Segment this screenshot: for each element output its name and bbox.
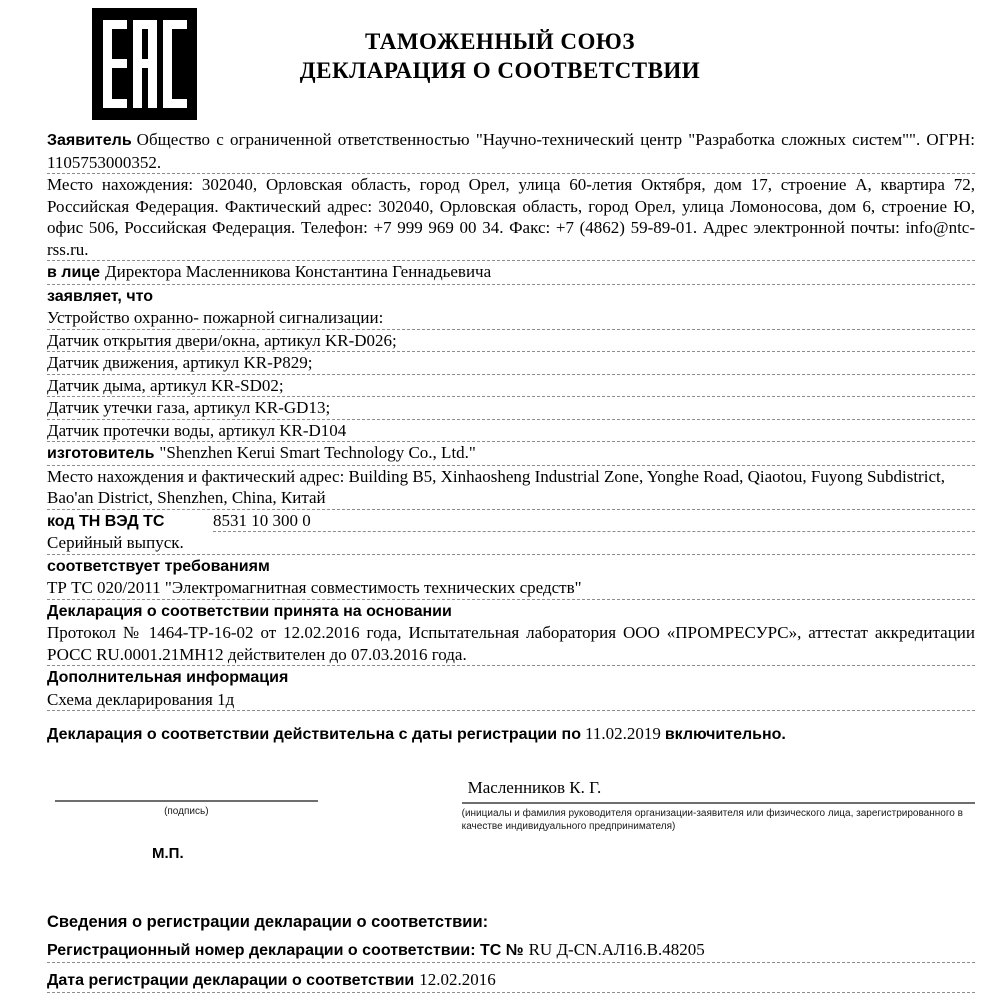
product-item-row: Датчик утечки газа, артикул KR-GD13; bbox=[47, 397, 975, 420]
product-item-row: Датчик протечки воды, артикул KR-D104 bbox=[47, 420, 975, 443]
signature-area bbox=[47, 769, 975, 862]
registration-number-row bbox=[47, 939, 975, 963]
additional-info-label-row bbox=[47, 666, 975, 689]
serial-type-row: Серийный выпуск. bbox=[47, 532, 975, 555]
product-item-row: Датчик движения, артикул KR-P829; bbox=[47, 352, 975, 375]
product-heading-row: Устройство охранно- пожарной сигнализации: bbox=[47, 307, 975, 330]
conformity-label-row bbox=[47, 555, 975, 578]
validity-row bbox=[47, 723, 975, 746]
manufacturer-row bbox=[47, 442, 975, 466]
in-person-value: Директора Масленникова Константина Геннадьевича bbox=[105, 262, 492, 281]
validity-date: 11.02.2019 bbox=[584, 724, 661, 743]
name-caption: (инициалы и фамилия руководителя организации-заявителя или физического лица, зарегистрированного в качестве индивидуального предпринимателя) bbox=[461, 808, 963, 832]
tnved-code-label: код ТН ВЭД ТС bbox=[47, 512, 165, 530]
registration-number-value: RU Д-CN.АЛ16.В.48205 bbox=[528, 940, 705, 959]
basis-label-row bbox=[47, 600, 975, 623]
applicant-address-row: Место нахождения: 302040, Орловская область, город Орел, улица 60-летия Октября, дом 17, строение А, квартира 72, Российская Федерация. Фактический адрес: 302040, Орловская область, город Орел, улица Ломоносова, дом 6, строение Ю, офис 506, Российская Федерация. Телефон: +7 999 969 00 34. Факс: +7 (4862) 59-89-01. Адрес электронной почты: info@ntc-rss.ru. bbox=[47, 174, 975, 261]
additional-info-value-row: Схема декларирования 1д bbox=[47, 689, 975, 712]
conformity-value-row: ТР ТС 020/2011 "Электромагнитная совместимость технических средств" bbox=[47, 577, 975, 600]
declares-label: заявляет, что bbox=[47, 287, 153, 305]
registration-date-label: Дата регистрации декларации о соответствии bbox=[47, 972, 415, 989]
basis-label: Декларация о соответствии принята на основании bbox=[47, 602, 452, 620]
stamp-placeholder: М.П. bbox=[152, 845, 184, 862]
product-item-row: Датчик открытия двери/окна, артикул KR-D026; bbox=[47, 330, 975, 353]
title-line-customs-union: ТАМОЖЕННЫЙ СОЮЗ bbox=[365, 29, 635, 54]
product-item-row: Датчик дыма, артикул KR-SD02; bbox=[47, 375, 975, 398]
declares-row bbox=[47, 285, 975, 308]
declaration-body bbox=[47, 129, 975, 993]
applicant-row bbox=[47, 129, 975, 174]
document-title bbox=[0, 27, 1000, 85]
tnved-code-value: 8531 10 300 0 bbox=[213, 510, 975, 533]
conformity-label: соответствует требованиям bbox=[47, 557, 270, 575]
title-line-declaration: ДЕКЛАРАЦИЯ О СООТВЕТСТВИИ bbox=[299, 58, 701, 83]
registration-number-label: Регистрационный номер декларации о соответствии: ТС № bbox=[47, 942, 524, 959]
signature-left-column bbox=[55, 769, 318, 862]
applicant-value: Общество с ограниченной ответственностью "Научно-технический центр "Разработка сложных систем"". ОГРН: 1105753000352. bbox=[47, 130, 975, 172]
validity-label-after: включительно. bbox=[664, 726, 786, 743]
registration-heading: Сведения о регистрации декларации о соответствии: bbox=[47, 913, 489, 931]
basis-value-row: Протокол № 1464-ТР-16-02 от 12.02.2016 года, Испытательная лаборатория ООО «ПРОМРЕСУРС», аттестат аккредитации РОСС RU.0001.21МН12 действителен до 07.03.2016 года. bbox=[47, 622, 975, 666]
signature-caption: (подпись) bbox=[164, 806, 209, 817]
validity-label-before: Декларация о соответствии действительна с даты регистрации по bbox=[47, 726, 581, 743]
signature-right-column bbox=[462, 769, 975, 862]
manufacturer-address-row: Место нахождения и фактический адрес: Building B5, Xinhaosheng Industrial Zone, Yonghe Road, Qiaotou, Fuyong Subdistrict, Bao'an District, Shenzhen, China, Китай bbox=[47, 466, 975, 510]
registration-date-row bbox=[47, 969, 975, 993]
in-person-label: в лице bbox=[47, 264, 101, 281]
head-name: Масленников К. Г. bbox=[467, 778, 602, 797]
additional-info-label: Дополнительная информация bbox=[47, 669, 289, 686]
manufacturer-label: изготовитель bbox=[47, 445, 155, 462]
in-person-row bbox=[47, 261, 975, 285]
tnved-code-row bbox=[47, 510, 975, 533]
manufacturer-value: "Shenzhen Kerui Smart Technology Co., Ltd." bbox=[159, 443, 476, 462]
registration-section bbox=[47, 911, 975, 993]
applicant-label: Заявитель bbox=[47, 132, 132, 149]
registration-date-value: 12.02.2016 bbox=[419, 970, 496, 989]
